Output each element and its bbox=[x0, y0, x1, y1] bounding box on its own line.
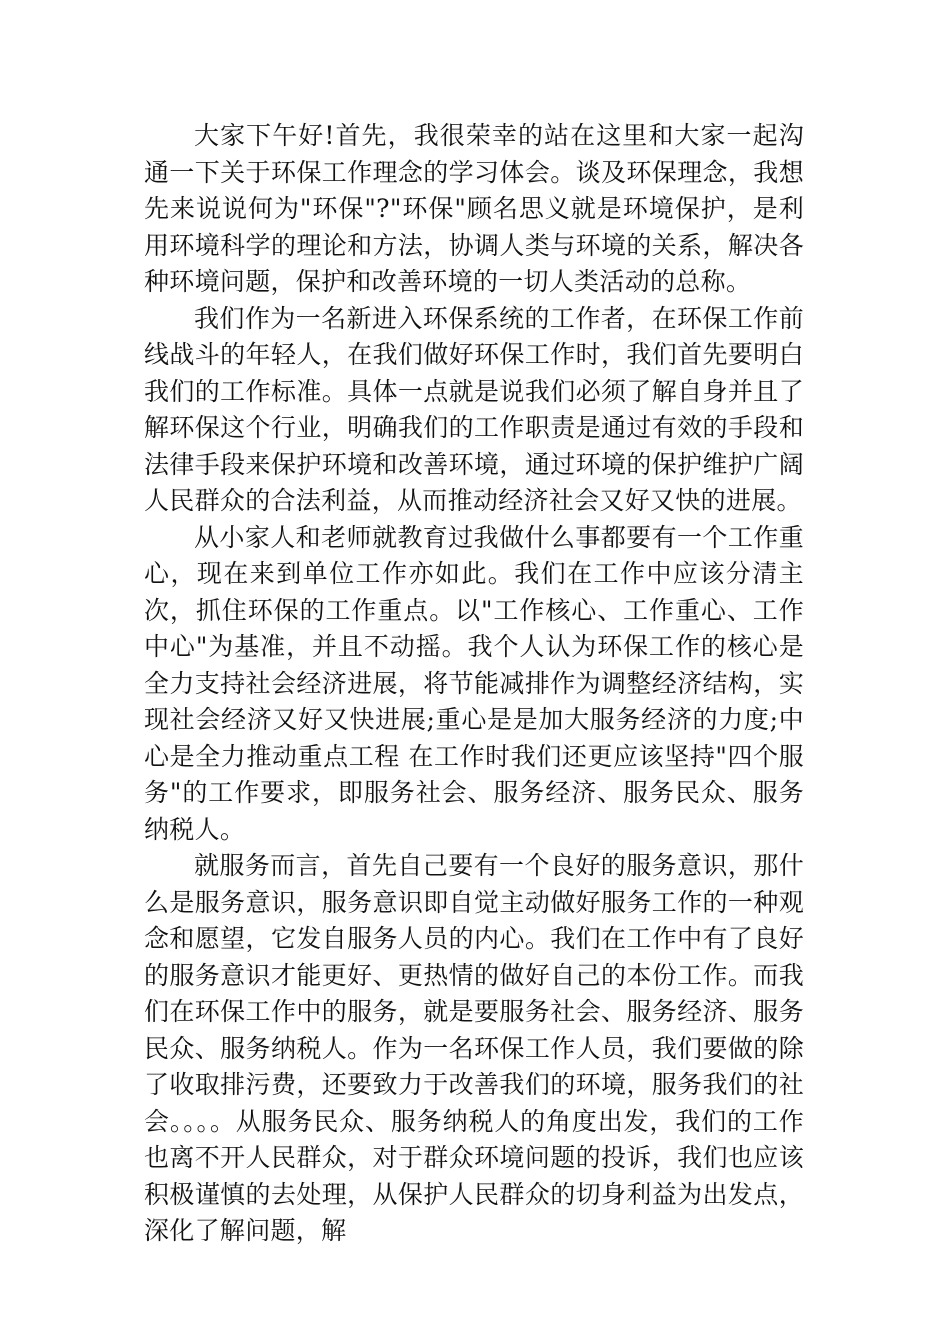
document-body bbox=[144, 118, 804, 1250]
paragraph-4: 就服务而言，首先自己要有一个良好的服务意识，那什么是服务意识，服务意识即自觉主动做好服务工作的一种观念和愿望，它发自服务人员的内心。我们在工作中有了良好的服务意识才能更好、更热情的做好自己的本份工作。而我们在环保工作中的服务，就是要服务社会、服务经济、服务民众、服务纳税人。作为一名环保工作人员，我们要做的除了收取排污费，还要致力于改善我们的环境，服务我们的社会。。。。从服务民众、服务纳税人的角度出发，我们的工作也离不开人民群众，对于群众环境问题的投诉，我们也应该积极谨慎的去处理，从保护人民群众的切身利益为出发点，深化了解问题，解 bbox=[144, 851, 804, 1245]
paragraph-1: 大家下午好!首先，我很荣幸的站在这里和大家一起沟通一下关于环保工作理念的学习体会。谈及环保理念，我想先来说说何为"环保"?"环保"顾名思义就是环境保护，是利用环境科学的理论和方法，协调人类与环境的关系，解决各种环境问题，保护和改善环境的一切人类活动的总称。 bbox=[144, 121, 804, 296]
paragraph-2: 我们作为一名新进入环保系统的工作者，在环保工作前线战斗的年轻人，在我们做好环保工作时，我们首先要明白我们的工作标准。具体一点就是说我们必须了解自身并且了解环保这个行业，明确我们的工作职责是通过有效的手段和法律手段来保护环境和改善环境，通过环境的保护维护广阔人民群众的合法利益，从而推动经济社会又好又快的进展。 bbox=[144, 303, 804, 515]
paragraph-3: 从小家人和老师就教育过我做什么事都要有一个工作重心，现在来到单位工作亦如此。我们在工作中应该分清主次，抓住环保的工作重点。以"工作核心、工作重心、工作中心"为基准，并且不动摇。我个人认为环保工作的核心是全力支持社会经济进展，将节能减排作为调整经济结构，实现社会经济又好又快进展;重心是是加大服务经济的力度;中心是全力推动重点工程 在工作时我们还更应该坚持"四个服务"的工作要求，即服务社会、服务经济、服务民众、服务纳税人。 bbox=[144, 522, 804, 844]
